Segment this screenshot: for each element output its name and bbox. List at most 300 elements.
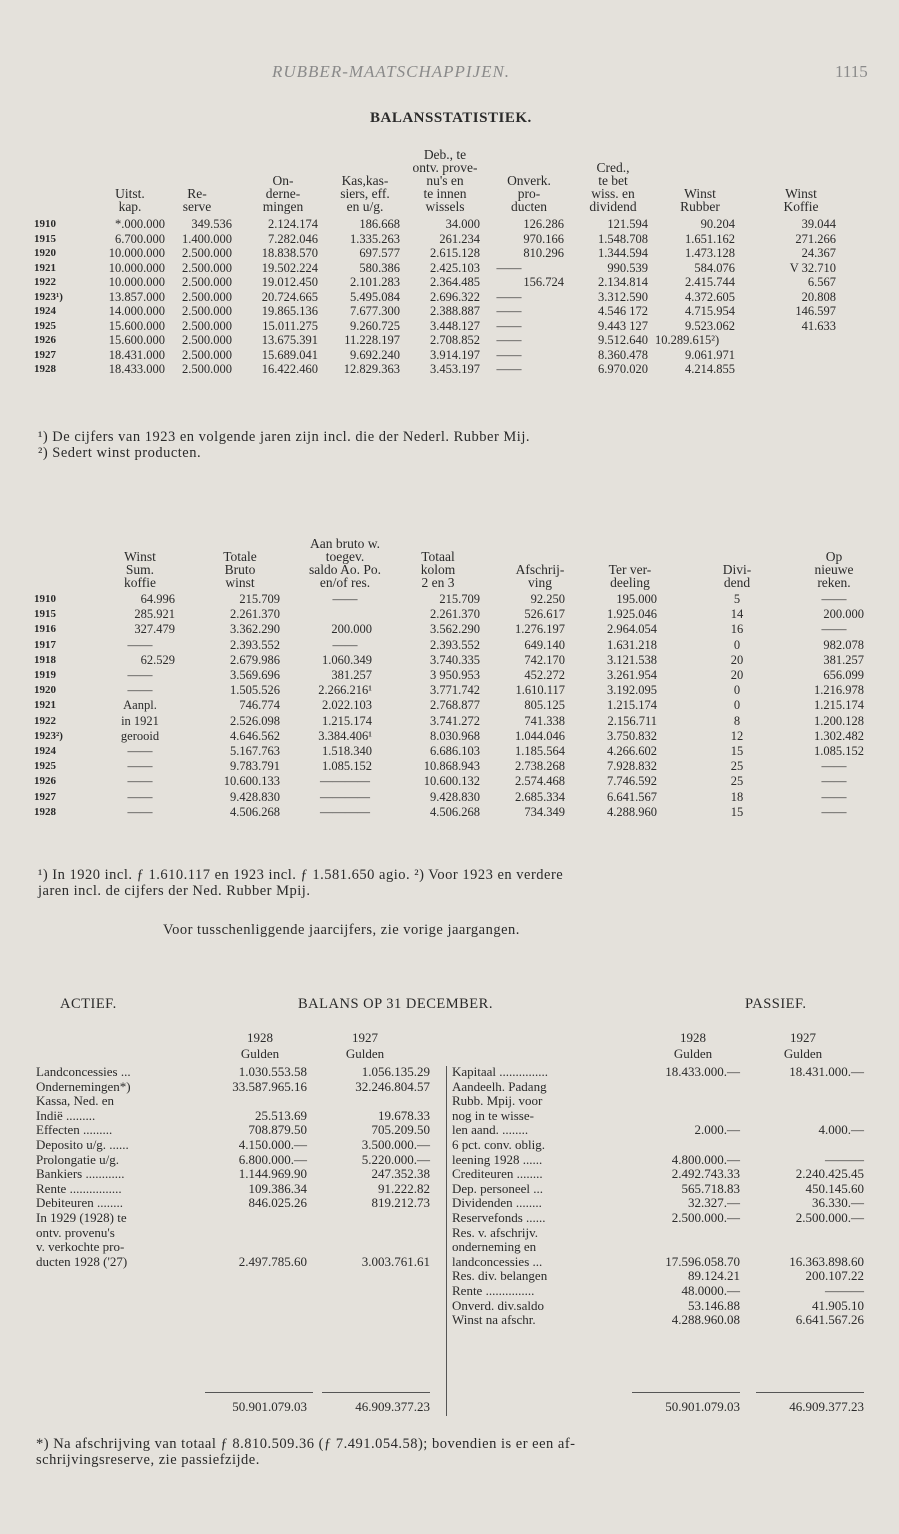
passief-value-1928: 18.433.000.— — [665, 1064, 740, 1079]
table2-cell: 381.257 — [331, 668, 372, 682]
passief-value-1928: 2.492.743.33 — [671, 1166, 740, 1182]
table2-row-year: 1921 — [34, 699, 56, 712]
table2-cell: 2.022.103 — [322, 698, 372, 713]
table2-cell: 3.261.954 — [607, 668, 657, 682]
passief-value-1927: 2.240.425.45 — [795, 1166, 864, 1182]
table2-cell: 741.338 — [524, 713, 565, 728]
passief-value-1927: 4.000.— — [818, 1122, 864, 1138]
table2-cell: 9.428.830 — [430, 789, 480, 804]
table2-row-year: 1918 — [34, 653, 56, 666]
table1-cell: 15.600.000 — [108, 333, 165, 347]
table1-cell: 1.651.162 — [685, 231, 735, 246]
table2-cell: 1.200.128 — [814, 713, 864, 728]
actief-col-year-1928: 1928 — [247, 1030, 273, 1045]
actief-value-1928: 33.587.965.16 — [232, 1078, 307, 1094]
actief-value-1928: 25.513.69 — [255, 1107, 307, 1123]
passief-value-1927: 2.500.000.— — [795, 1210, 864, 1225]
table2-cell: 4.646.562 — [230, 728, 280, 743]
table1-cell: 2.500.000 — [182, 362, 232, 376]
table1-cell: 7.282.046 — [268, 231, 318, 246]
table2-column-header: kolom — [420, 562, 456, 577]
table2-cell: 3.384.406¹ — [318, 728, 372, 743]
table1-cell: —— — [496, 304, 522, 318]
table1-column-header: wissels — [425, 199, 465, 214]
passief-label: Dep. personeel ... — [452, 1180, 543, 1196]
passief-label: nog in te wisse- — [452, 1107, 534, 1123]
passief-label: len aand. ........ — [452, 1122, 529, 1138]
table2-cell: 3.740.335 — [430, 652, 480, 667]
passief-label: Onverd. div.saldo — [452, 1297, 544, 1313]
table1-column-header: te innen — [423, 186, 467, 201]
actief-total-1928: 50.901.079.03 — [232, 1399, 307, 1414]
table1-row-year: 1926 — [34, 334, 56, 346]
table2-cell: 16 — [730, 622, 744, 637]
table1-cell: 1.548.708 — [598, 231, 648, 246]
table2-column-header: nieuwe — [814, 562, 854, 577]
table2-cell: 0 — [733, 698, 741, 713]
table1-cell: 3.312.590 — [598, 289, 648, 304]
actief-value-1927: 5.220.000.— — [361, 1151, 430, 1167]
actief-value-1928: 6.800.000.— — [238, 1151, 307, 1167]
table1-cell: —— — [496, 347, 522, 362]
actief-label: ontv. provenu's — [36, 1224, 115, 1240]
table2-cell: —— — [127, 774, 153, 789]
table2-cell: 9.428.830 — [230, 789, 280, 804]
table1-column-header: wiss. en — [591, 186, 635, 201]
table2-cell: 656.099 — [823, 668, 864, 682]
table1-cell: 2.500.000 — [182, 318, 232, 333]
table2-cell: 7.746.592 — [607, 774, 657, 789]
page-number: 1115 — [835, 62, 868, 81]
table2-row-year: 1917 — [34, 638, 56, 651]
table2-row-year: 1920 — [34, 684, 56, 697]
passief-col-year-1927: 1927 — [790, 1030, 816, 1045]
table1-cell: 8.360.478 — [598, 347, 648, 362]
table2-cell: 2.393.552 — [430, 637, 480, 652]
table2-cell: 200.000 — [823, 607, 864, 622]
table2-cell: —— — [332, 637, 358, 652]
passief-value-1928: 48.0000.— — [681, 1283, 740, 1298]
table2-cell: 2.393.552 — [230, 637, 280, 652]
table2-cell: 20 — [730, 668, 744, 682]
table1-cell: 20.808 — [801, 289, 836, 304]
table1-column-header: Rubber — [680, 199, 720, 214]
actief-value-1928: 1.144.969.90 — [238, 1166, 307, 1182]
table2-column-header: 2 en 3 — [421, 575, 455, 590]
table1-cell: *.000.000 — [115, 217, 165, 231]
table2-cell: —— — [821, 804, 847, 819]
actief-col-unit-1927: Gulden — [345, 1046, 385, 1061]
actief-label: Rente ................ — [36, 1180, 122, 1196]
table1-cell: 1.473.128 — [685, 246, 735, 260]
table2-cell: ———— — [320, 804, 370, 819]
table2-row-year: 1927 — [34, 790, 56, 803]
table2-cell: 327.479 — [134, 622, 175, 637]
table1-cell: 9.692.240 — [350, 347, 400, 362]
actief-value-1928: 846.025.26 — [248, 1195, 307, 1211]
table1-cell: 7.677.300 — [350, 304, 400, 318]
actief-label: v. verkochte pro- — [36, 1239, 125, 1255]
table1-column-header: Cred., — [596, 160, 630, 175]
table2-cell: 215.709 — [439, 592, 480, 606]
actief-value-1928: 708.879.50 — [248, 1122, 307, 1138]
table1-cell: —— — [496, 260, 522, 275]
actief-value-1927: 3.003.761.61 — [361, 1253, 430, 1269]
actief-value-1928: 1.030.553.58 — [238, 1064, 307, 1079]
table1-cell: 2.500.000 — [182, 304, 232, 318]
table2-cell: 1.085.152 — [814, 744, 864, 758]
table2-cell: 195.000 — [616, 592, 657, 606]
table2-cell: 12 — [730, 728, 744, 743]
table2-cell: —— — [127, 789, 153, 804]
table1-cell: 90.204 — [700, 217, 735, 231]
table2-column-header: Ter ver- — [608, 562, 652, 577]
table1-column-header: Deb., te — [423, 147, 467, 162]
actief-label: Prolongatie u/g. — [36, 1151, 120, 1167]
table1-cell: 41.633 — [801, 318, 836, 333]
balance-center-rule — [446, 1066, 447, 1416]
passief-value-1927: 41.905.10 — [812, 1297, 864, 1313]
table1-cell: 2.500.000 — [182, 347, 232, 362]
actief-label: Ondernemingen*) — [36, 1078, 131, 1094]
passief-value-1928: 32.327.— — [688, 1195, 740, 1211]
table1-cell: 12.829.363 — [343, 362, 400, 376]
table2-column-header: Divi- — [722, 562, 752, 577]
table1-cell: 580.386 — [359, 260, 400, 275]
table2-cell: —— — [127, 744, 153, 758]
actief-label: Bankiers ............ — [36, 1166, 125, 1182]
table1-cell: 9.443 127 — [598, 318, 648, 333]
table1-column-header: siers, eff. — [340, 186, 390, 201]
actief-value-1927: 3.500.000.— — [361, 1137, 430, 1152]
table1-cell: 9.260.725 — [350, 318, 400, 333]
table1-column-header: en u/g. — [346, 199, 384, 214]
table2-cell: 1.185.564 — [515, 744, 565, 758]
table1-cell: 19.865.136 — [261, 304, 318, 318]
table1-cell: 2.134.814 — [598, 275, 648, 289]
table1-cell: 9.061.971 — [685, 347, 735, 362]
table1-cell: 810.296 — [523, 246, 564, 260]
table1-cell: 6.700.000 — [115, 231, 165, 246]
table2-cell: 742.170 — [524, 652, 565, 667]
table2-cell: 3.121.538 — [607, 652, 657, 667]
table1-cell: 2.500.000 — [182, 246, 232, 260]
table1-cell: 15.011.275 — [262, 318, 318, 333]
table1-row-year: 1925 — [34, 319, 56, 332]
table2-cell: 2.685.334 — [515, 789, 565, 804]
table1-cell: 2.615.128 — [430, 246, 480, 260]
table1-cell: 2.388.887 — [430, 304, 480, 318]
table2-row-year: 1928 — [34, 805, 56, 818]
table2-cell: 15 — [730, 744, 744, 758]
table2-column-header: winst — [225, 575, 255, 590]
table1-cell: 697.577 — [359, 246, 400, 260]
table2-cell: 1.215.174 — [607, 698, 657, 713]
table2-cell: 2.738.268 — [515, 759, 565, 774]
table2-cell: 9.783.791 — [230, 759, 280, 774]
table2-cell: 20 — [730, 652, 744, 667]
passief-label: Crediteuren ........ — [452, 1166, 543, 1182]
table2-cell: 10.600.133 — [223, 774, 280, 789]
table1-row-year: 1920 — [34, 247, 56, 259]
table2-cell: —— — [127, 668, 153, 682]
table1-column-header: On- — [272, 173, 294, 188]
table2-cell: 1.215.174 — [322, 713, 372, 728]
table1-cell: 5.495.084 — [350, 289, 400, 304]
table2-cell: 200.000 — [331, 622, 372, 637]
table2-cell: 92.250 — [530, 592, 565, 606]
table2-cell: 0 — [733, 637, 741, 652]
table2-cell: 10.868.943 — [423, 759, 480, 774]
table1-cell: —— — [496, 318, 522, 333]
actief-value-1927: 91.222.82 — [378, 1180, 430, 1196]
actief-col-unit-1928: Gulden — [240, 1046, 280, 1061]
table2-cell: 2.266.216¹ — [318, 683, 372, 698]
table1-cell: 24.367 — [801, 246, 836, 260]
table1-cell: 10.000.000 — [108, 246, 165, 260]
table2-column-header: Winst — [124, 549, 156, 564]
table1-cell: 3.453.197 — [430, 362, 480, 376]
table1-cell: 11.228.197 — [344, 333, 400, 347]
table2-cell: 2.964.054 — [607, 622, 657, 637]
balance-footnote-line-1: *) Na afschrijving van totaal ƒ 8.810.509.36 (ƒ 7.491.054.58); bovendien is er een af- — [36, 1436, 576, 1452]
passief-label: Kapitaal ............... — [452, 1064, 549, 1079]
table2-column-header: Sum. — [125, 562, 155, 577]
table1-cell: 146.597 — [795, 304, 836, 318]
table1-cell: 2.500.000 — [182, 260, 232, 275]
table2-column-header: ving — [527, 575, 552, 590]
table1-cell: 156.724 — [523, 275, 564, 289]
table2-cell: ———— — [320, 774, 370, 789]
table1-cell: 2.425.103 — [430, 260, 480, 275]
table2-column-header: Afschrij- — [515, 562, 565, 577]
actief-total-rule-1927 — [322, 1392, 430, 1393]
table2-cell: 2.679.986 — [230, 652, 280, 667]
actief-label: Indië ......... — [36, 1107, 96, 1123]
table2-cell: —— — [332, 592, 358, 606]
table1-cell: 13.857.000 — [108, 289, 165, 304]
table2-cell: Aanpl. — [123, 698, 157, 713]
table2-cell: in 1921 — [121, 713, 159, 728]
table2-cell: —— — [127, 637, 153, 652]
table1-cell: 6.970.020 — [598, 362, 648, 376]
table2-cell: —— — [821, 622, 847, 637]
passief-value-1927: ——— — [825, 1151, 864, 1167]
table1-column-header: Koffie — [783, 199, 819, 214]
table1-cell: 2.708.852 — [430, 333, 480, 347]
table1-cell: 34.000 — [445, 217, 480, 231]
table2-cell: 2.261.370 — [430, 607, 480, 622]
table1-cell: 18.433.000 — [108, 362, 165, 376]
table2-cell: 3.192.095 — [607, 683, 657, 698]
table2-cell: 1.925.046 — [607, 607, 657, 622]
table1-cell: 10.289.615²) — [655, 333, 720, 347]
table1-cell: 990.539 — [607, 260, 648, 275]
table2-cell: 1.518.340 — [322, 744, 372, 758]
table1-cell: —— — [496, 362, 522, 376]
table2-remark: Voor tusschenliggende jaarcijfers, zie vorige jaargangen. — [163, 922, 520, 938]
passief-value-1928: 4.288.960.08 — [671, 1312, 740, 1328]
table2-cell: 1.631.218 — [607, 637, 657, 652]
table1-column-header: Uitst. — [115, 186, 145, 201]
table2-column-header: Totale — [223, 549, 257, 564]
balance-title: BALANS OP 31 DECEMBER. — [298, 996, 493, 1012]
table1-cell: 4.372.605 — [685, 289, 735, 304]
passief-label: landconcessies ... — [452, 1253, 543, 1269]
table1-column-header: ontv. prove- — [412, 160, 478, 175]
actief-value-1927: 247.352.38 — [371, 1166, 430, 1182]
running-title: RUBBER-MAATSCHAPPIJEN. — [272, 62, 511, 81]
table1-cell: 15.600.000 — [108, 318, 165, 333]
table2-column-header: deeling — [610, 575, 650, 590]
table2-cell: 7.928.832 — [607, 759, 657, 774]
passief-value-1928: 17.596.058.70 — [665, 1253, 740, 1269]
actief-label: Landconcessies ... — [36, 1064, 131, 1079]
table1-cell: 15.689.041 — [261, 347, 318, 362]
table1-cell: 1.400.000 — [182, 231, 232, 246]
table2-cell: 4.506.268 — [230, 804, 280, 819]
table1-cell: 19.502.224 — [261, 260, 318, 275]
table2-cell: 1.276.197 — [515, 622, 565, 637]
passief-value-1927: 36.330.— — [812, 1195, 864, 1211]
table2-column-header: koffie — [124, 575, 156, 590]
table2-cell: 2.526.098 — [230, 713, 280, 728]
balance-footnote-line-2: schrijvingsreserve, zie passiefzijde. — [36, 1452, 260, 1468]
table1-cell: 2.500.000 — [182, 289, 232, 304]
table2-cell: —— — [821, 759, 847, 774]
actief-value-1927: 705.209.50 — [371, 1122, 430, 1138]
actief-value-1927: 32.246.804.57 — [355, 1078, 430, 1094]
table2-cell: —— — [127, 759, 153, 774]
table2-cell: 2.768.877 — [430, 698, 480, 713]
table1-row-year: 1921 — [34, 261, 56, 274]
table1-cell: 2.101.283 — [350, 275, 400, 289]
passief-heading: PASSIEF. — [745, 996, 807, 1012]
passief-col-unit-1928: Gulden — [673, 1046, 713, 1061]
passief-label: leening 1928 ...... — [452, 1151, 543, 1167]
table2-cell: 62.529 — [140, 652, 175, 667]
table2-cell: 5 — [733, 592, 741, 606]
table1-row-year: 1922 — [34, 276, 56, 288]
table1-cell: 2.124.174 — [268, 217, 318, 231]
table2-cell: 3.771.742 — [430, 683, 480, 698]
table1-cell: 19.012.450 — [261, 275, 318, 289]
table1-cell: 9.523.062 — [685, 318, 735, 333]
table1-column-header: kap. — [118, 199, 142, 214]
passief-label: Reservefonds ...... — [452, 1210, 546, 1225]
table2-cell: 10.600.132 — [423, 774, 480, 789]
table2-cell: 746.774 — [239, 698, 280, 713]
actief-label: Kassa, Ned. en — [36, 1093, 114, 1109]
table2-cell: 2.156.711 — [607, 713, 657, 728]
table1-cell: 261.234 — [439, 231, 480, 246]
table1-cell: 186.668 — [359, 217, 400, 231]
table2-cell: 4.266.602 — [607, 744, 657, 758]
table1-title: BALANSSTATISTIEK. — [370, 110, 532, 126]
table1-cell: 4.546 172 — [598, 304, 648, 318]
table1-cell: 13.675.391 — [261, 333, 318, 347]
table2-cell: —— — [821, 592, 847, 606]
table1-cell: 6.567 — [807, 275, 836, 289]
table1-cell: 10.000.000 — [108, 275, 165, 289]
table1-column-header: mingen — [262, 199, 304, 214]
table1-cell: 2.500.000 — [182, 333, 232, 347]
table2-cell: 25 — [730, 774, 744, 789]
passief-label: Dividenden ........ — [452, 1195, 542, 1211]
passief-label: Winst na afschr. — [452, 1312, 536, 1328]
table1-cell: —— — [496, 333, 522, 347]
table1-column-header: Onverk. — [507, 173, 551, 188]
passief-total-rule-1927 — [756, 1392, 864, 1393]
table2-row-year: 1924 — [34, 745, 56, 757]
table2-cell: 3.562.290 — [430, 622, 480, 637]
table1-cell: 271.266 — [795, 231, 836, 246]
actief-label: Debiteuren ........ — [36, 1195, 124, 1211]
table1-cell: 39.044 — [801, 217, 836, 231]
table1-cell: 10.000.000 — [108, 260, 165, 275]
table2-cell: 14 — [730, 607, 744, 622]
table1-cell: 14.000.000 — [108, 304, 165, 318]
actief-value-1928: 109.386.34 — [248, 1180, 307, 1196]
actief-value-1928: 2.497.785.60 — [238, 1253, 307, 1269]
actief-heading: ACTIEF. — [60, 996, 117, 1012]
passief-value-1927: ——— — [825, 1283, 864, 1298]
table2-column-header: Op — [825, 549, 843, 564]
actief-value-1927: 1.056.135.29 — [361, 1064, 430, 1079]
table1-cell: 121.594 — [607, 217, 648, 231]
passief-label: Rubb. Mpij. voor — [452, 1093, 543, 1109]
actief-value-1928: 4.150.000.— — [238, 1137, 307, 1152]
passief-col-unit-1927: Gulden — [783, 1046, 823, 1061]
table2-cell: 1.610.117 — [515, 683, 565, 698]
passief-value-1927: 6.641.567.26 — [795, 1312, 864, 1328]
table2-cell: 4.288.960 — [607, 804, 657, 819]
table1-cell: 1.335.263 — [350, 231, 400, 246]
passief-value-1928: 2.500.000.— — [671, 1210, 740, 1225]
actief-total-rule-1928 — [205, 1392, 313, 1393]
table1-row-year: 1915 — [34, 232, 56, 245]
table2-row-year: 1916 — [34, 623, 56, 636]
table1-cell: 3.914.197 — [430, 347, 480, 362]
table1-row-year: 1928 — [34, 363, 56, 375]
actief-total-1927: 46.909.377.23 — [355, 1399, 430, 1414]
table2-cell: 6.686.103 — [430, 744, 480, 758]
table1-column-header: serve — [182, 199, 212, 214]
table2-cell: 4.506.268 — [430, 804, 480, 819]
passief-total-rule-1928 — [632, 1392, 740, 1393]
table2-cell: —— — [127, 683, 153, 698]
table2-column-header: en/of res. — [319, 575, 371, 590]
table2-row-year: 1923²) — [34, 729, 63, 742]
passief-value-1927: 450.145.60 — [805, 1180, 864, 1196]
table2-cell: 18 — [730, 789, 744, 804]
table1-cell: 20.724.665 — [261, 289, 318, 304]
table2-cell: 526.617 — [524, 607, 565, 622]
table1-note-1: ¹) De cijfers van 1923 en volgende jaren zijn incl. die der Nederl. Rubber Mij. — [38, 429, 530, 445]
passief-label: Rente ............... — [452, 1283, 535, 1298]
table1-cell: 584.076 — [694, 260, 735, 275]
passief-value-1928: 2.000.— — [694, 1122, 740, 1138]
table1-cell: 4.214.855 — [685, 362, 735, 376]
table2-cell: 15 — [730, 804, 744, 819]
table2-cell: 1.216.978 — [814, 683, 864, 698]
table2-cell: 452.272 — [524, 668, 565, 682]
table2-column-header: reken. — [817, 575, 851, 590]
passief-total-1927: 46.909.377.23 — [789, 1399, 864, 1414]
passief-value-1928: 53.146.88 — [688, 1297, 740, 1313]
actief-label: Deposito u/g. ...... — [36, 1137, 129, 1152]
table2-cell: 3.569.696 — [230, 668, 280, 682]
